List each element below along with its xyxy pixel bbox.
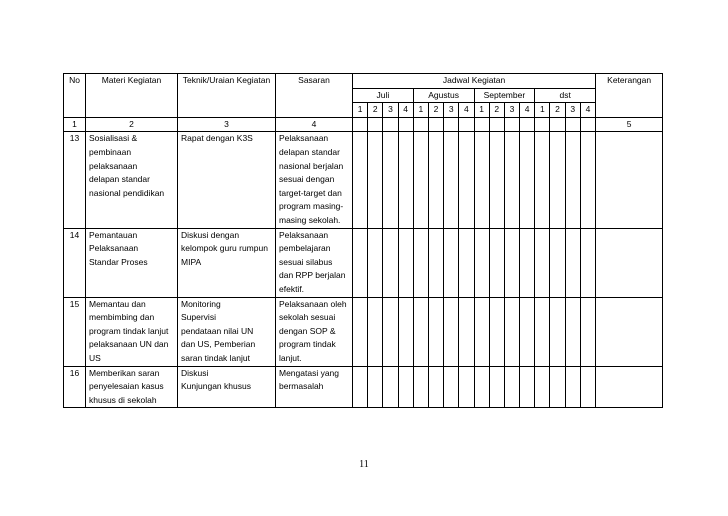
colnum-1: 1 [64, 117, 86, 132]
schedule-week-cell [413, 297, 428, 366]
schedule-week-cell [535, 297, 550, 366]
schedule-week-cell [428, 297, 443, 366]
schedule-week-cell [398, 366, 413, 408]
schedule-week-cell [489, 228, 504, 297]
header-materi: Materi Kegiatan [86, 74, 178, 118]
schedule-week-cell [504, 132, 519, 228]
schedule-week-cell [520, 132, 535, 228]
colnum-week-cell [565, 117, 580, 132]
header-week-cell: 4 [520, 103, 535, 118]
schedule-week-cell [550, 297, 565, 366]
cell-materi-text: Memantau dan membimbing dan program tindak lanjut pelaksanaan UN dan US [89, 298, 169, 363]
schedule-week-cell [535, 366, 550, 408]
cell-sasaran-text: Pelaksanaan delapan standar nasional berjalan sesuai dengan target-target dan program masing- masing sekolah. [279, 133, 344, 225]
table-row [64, 366, 663, 408]
colnum-week-cell [550, 117, 565, 132]
colnum-week-cell [353, 117, 368, 132]
cell-teknik [178, 366, 276, 408]
schedule-week-cell [398, 228, 413, 297]
colnum-week-cell [474, 117, 489, 132]
header-week-cell: 4 [580, 103, 595, 118]
schedule-week-cell [535, 228, 550, 297]
cell-keterangan [596, 132, 663, 228]
cell-keterangan [596, 366, 663, 408]
schedule-week-cell [413, 228, 428, 297]
schedule-week-cell [580, 297, 595, 366]
schedule-week-cell [428, 366, 443, 408]
colnum-week-cell [535, 117, 550, 132]
header-week-cell: 4 [459, 103, 474, 118]
header-jadwal: Jadwal Kegiatan [353, 74, 596, 89]
cell-materi [86, 132, 178, 228]
schedule-week-cell [459, 228, 474, 297]
header-week-cell: 1 [474, 103, 489, 118]
cell-materi [86, 366, 178, 408]
table-row [64, 132, 663, 228]
schedule-week-cell [444, 228, 459, 297]
cell-sasaran [276, 366, 353, 408]
colnum-week-cell [489, 117, 504, 132]
schedule-week-cell [353, 297, 368, 366]
schedule-week-cell [398, 297, 413, 366]
header-week-cell: 3 [504, 103, 519, 118]
colnum-week-cell [383, 117, 398, 132]
schedule-week-cell [459, 297, 474, 366]
header-week-cell: 3 [383, 103, 398, 118]
schedule-week-cell [459, 132, 474, 228]
schedule-week-cell [504, 297, 519, 366]
colnum-week-cell [520, 117, 535, 132]
schedule-week-cell [444, 297, 459, 366]
colnum-week-cell [368, 117, 383, 132]
row-number: 14 [64, 228, 86, 297]
cell-sasaran [276, 228, 353, 297]
row-number: 15 [64, 297, 86, 366]
header-keterangan: Keterangan [596, 74, 663, 118]
cell-materi-text: Memberikan saran penyelesaian kasus khusus di sekolah [89, 367, 164, 405]
schedule-week-cell [580, 228, 595, 297]
header-week-cell: 4 [398, 103, 413, 118]
colnum-2: 2 [86, 117, 178, 132]
cell-materi-text: Pemantauan Pelaksanaan Standar Proses [89, 229, 148, 267]
schedule-week-cell [565, 366, 580, 408]
header-month-dst: dst [535, 88, 596, 103]
schedule-week-cell [474, 132, 489, 228]
cell-materi [86, 228, 178, 297]
colnum-4: 4 [276, 117, 353, 132]
schedule-week-cell [520, 228, 535, 297]
schedule-week-cell [565, 132, 580, 228]
schedule-week-cell [489, 366, 504, 408]
colnum-week-cell [504, 117, 519, 132]
schedule-week-cell [444, 132, 459, 228]
schedule-week-cell [565, 297, 580, 366]
colnum-week-cell [459, 117, 474, 132]
cell-teknik [178, 297, 276, 366]
cell-sasaran-text: Pelaksanaan pembelajaran sesuai silabus dan RPP berjalan efektif. [279, 229, 346, 294]
colnum-3: 3 [178, 117, 276, 132]
cell-materi-text: Sosialisasi & pembinaan pelaksanaan delapan standar nasional pendidikan [89, 133, 165, 198]
schedule-week-cell [504, 366, 519, 408]
schedule-week-cell [428, 228, 443, 297]
table-row [64, 297, 663, 366]
header-week-cell: 1 [535, 103, 550, 118]
schedule-week-cell [489, 132, 504, 228]
schedule-week-cell [580, 366, 595, 408]
cell-sasaran [276, 132, 353, 228]
schedule-week-cell [383, 366, 398, 408]
row-number: 16 [64, 366, 86, 408]
header-week-cell: 2 [489, 103, 504, 118]
schedule-week-cell [550, 228, 565, 297]
header-month-juli: Juli [353, 88, 414, 103]
header-teknik: Teknik/Uraian Kegiatan [178, 74, 276, 118]
schedule-week-cell [353, 228, 368, 297]
schedule-week-cell [459, 366, 474, 408]
schedule-week-cell [368, 366, 383, 408]
schedule-week-cell [444, 366, 459, 408]
cell-sasaran-text: Mengatasi yang bermasalah [279, 367, 340, 392]
header-month-september: September [474, 88, 535, 103]
header-row-1 [64, 74, 663, 89]
schedule-week-cell [383, 297, 398, 366]
header-month-agustus: Agustus [413, 88, 474, 103]
colnum-week-cell [398, 117, 413, 132]
header-week-cell: 2 [550, 103, 565, 118]
cell-teknik-text: Rapat dengan K3S [181, 133, 253, 144]
schedule-table [63, 73, 663, 408]
schedule-week-cell [368, 132, 383, 228]
cell-teknik [178, 228, 276, 297]
schedule-week-cell [413, 366, 428, 408]
header-week-cell: 3 [444, 103, 459, 118]
schedule-week-cell [353, 132, 368, 228]
cell-teknik-text: Diskusi Kunjungan khusus [181, 367, 251, 392]
schedule-week-cell [565, 228, 580, 297]
colnum-week-cell [428, 117, 443, 132]
header-week-cell: 1 [413, 103, 428, 118]
column-number-row [64, 117, 663, 132]
header-week-cell: 1 [353, 103, 368, 118]
table-row [64, 228, 663, 297]
colnum-week-cell [580, 117, 595, 132]
header-week-cell: 2 [368, 103, 383, 118]
schedule-week-cell [383, 228, 398, 297]
cell-keterangan [596, 297, 663, 366]
colnum-week-cell [444, 117, 459, 132]
row-number: 13 [64, 132, 86, 228]
schedule-week-cell [520, 366, 535, 408]
schedule-week-cell [580, 132, 595, 228]
header-week-cell: 3 [565, 103, 580, 118]
schedule-week-cell [428, 132, 443, 228]
schedule-week-cell [368, 228, 383, 297]
header-week-cell: 2 [428, 103, 443, 118]
header-no: No [64, 74, 86, 118]
cell-sasaran-text: Pelaksanaan oleh sekolah sesuai dengan SOP & program tindak lanjut. [279, 298, 347, 363]
schedule-week-cell [398, 132, 413, 228]
colnum-5: 5 [596, 117, 663, 132]
page-number: 11 [359, 459, 369, 470]
cell-materi [86, 297, 178, 366]
schedule-week-cell [353, 366, 368, 408]
cell-sasaran [276, 297, 353, 366]
schedule-week-cell [383, 132, 398, 228]
cell-keterangan [596, 228, 663, 297]
header-sasaran: Sasaran [276, 74, 353, 118]
schedule-week-cell [474, 228, 489, 297]
schedule-week-cell [474, 366, 489, 408]
schedule-week-cell [413, 132, 428, 228]
cell-teknik-text: Monitoring Supervisi pendataan nilai UN dan US, Pemberian saran tindak lanjut [181, 298, 256, 363]
schedule-week-cell [489, 297, 504, 366]
schedule-week-cell [535, 132, 550, 228]
schedule-week-cell [474, 297, 489, 366]
schedule-week-cell [368, 297, 383, 366]
colnum-week-cell [413, 117, 428, 132]
schedule-week-cell [504, 228, 519, 297]
schedule-week-cell [520, 297, 535, 366]
schedule-week-cell [550, 366, 565, 408]
cell-teknik-text: Diskusi dengan kelompok guru rumpun MIPA [181, 229, 268, 267]
cell-teknik [178, 132, 276, 228]
schedule-week-cell [550, 132, 565, 228]
